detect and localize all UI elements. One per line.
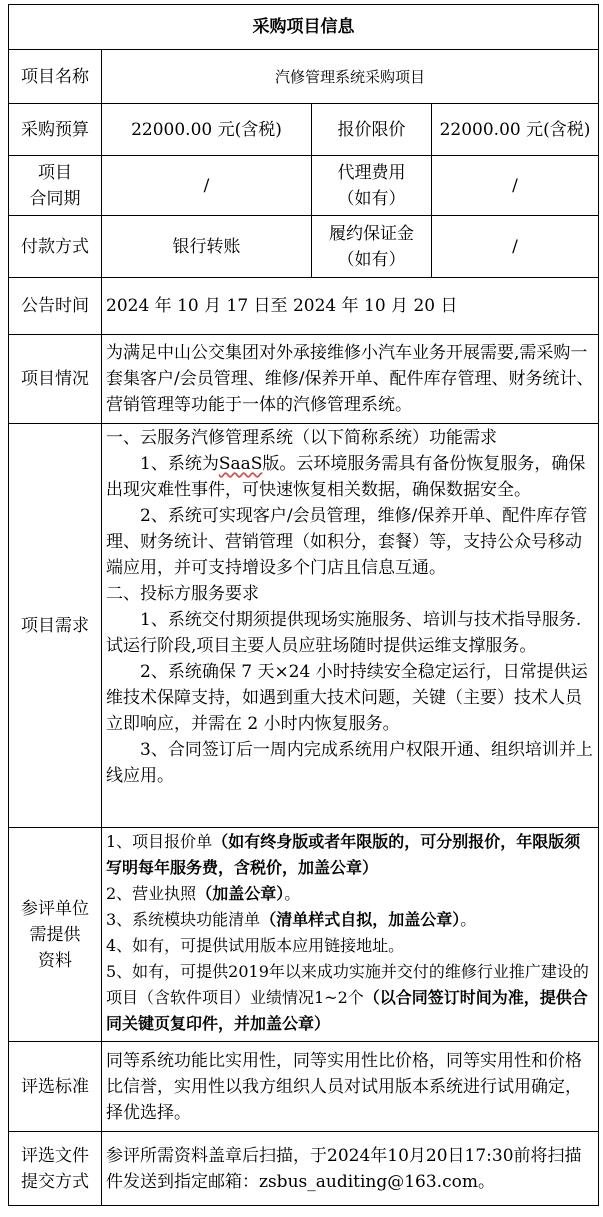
requirements-item-2: 2、系统可实现客户/会员管理，维修/保养开单、配件库存管理、财务统计、营销管理（如积分，套餐）等，支持公众号移动端应用，并可支持增设多个门店且信息互通。 — [106, 506, 588, 578]
requirements-item-5: 3、合同签订后一周内完成系统用户权限开通、组织培训并上线应用。 — [106, 740, 593, 786]
requirements-content — [102, 424, 599, 828]
materials-label — [9, 828, 102, 1042]
materials-item-5 — [106, 959, 594, 1037]
materials-item-3-a: 3、系统模块功能清单 — [106, 910, 261, 929]
requirements-item-1-a: 1、系统为 — [140, 454, 219, 474]
budget-value: 22000.00 元(含税) — [102, 104, 312, 156]
row-contract-period — [9, 156, 599, 216]
contract-period-label — [9, 156, 102, 216]
payment-value: 银行转账 — [102, 216, 312, 278]
requirements-item-1 — [106, 451, 594, 503]
deposit-label — [312, 216, 432, 278]
agency-fee-value: / — [432, 156, 599, 216]
materials-item-2 — [106, 881, 594, 907]
row-submission — [9, 1132, 599, 1206]
row-budget — [9, 104, 599, 156]
materials-item-1 — [106, 829, 594, 881]
row-announce — [9, 278, 599, 335]
submission-label-line1: 评选文件 — [21, 1145, 89, 1166]
deposit-label-line1: 履约保证金 — [329, 223, 414, 244]
contract-period-value: / — [102, 156, 312, 216]
materials-item-3-b: （清单样式自拟，加盖公章） — [260, 910, 461, 929]
row-criteria — [9, 1042, 599, 1132]
agency-fee-label-line1: 代理费用 — [337, 162, 406, 183]
materials-item-1-b: （如有终身版或者年限版的，可分别报价，年限版须写明每年服务费，含税价，加盖公章） — [106, 832, 581, 877]
materials-item-4: 4、如有，可提供试用版本应用链接地址。 — [106, 936, 405, 955]
title-row — [9, 5, 599, 50]
materials-item-1-a: 1、项目报价单 — [106, 832, 213, 851]
requirements-item-1-b: 版。云环境服务需具有备份恢复服务，确保出现灾难性事件，可快速恢复相关数据，确保数据安全。 — [106, 454, 586, 500]
submission-label-line2: 提交方式 — [21, 1171, 89, 1192]
payment-label: 付款方式 — [9, 216, 102, 278]
project-name-label: 项目名称 — [9, 50, 102, 104]
agency-fee-label-line2: （如有） — [337, 188, 406, 209]
materials-item-2-c: 。 — [284, 884, 301, 903]
requirements-heading-2: 二、投标方服务要求 — [106, 584, 259, 604]
materials-label-line2: 需提供 — [29, 924, 81, 945]
materials-label-line3: 资料 — [38, 950, 72, 971]
announce-value: 2024 年 10 月 17 日至 2024 年 10 月 20 日 — [102, 278, 599, 335]
row-project-name — [9, 50, 599, 104]
contract-period-label-line1: 项目 — [38, 162, 72, 183]
requirements-item-1-saas: SaaS — [218, 454, 263, 474]
criteria-label: 评选标准 — [9, 1042, 102, 1132]
materials-item-5-a: 5、如有，可提供2019年以来成功实施并交付的维修行业推广建设的项目（含软件项目）业绩情况1~2个 — [106, 962, 589, 1007]
requirements-heading-1: 一、云服务汽修管理系统（以下简称系统）功能需求 — [106, 428, 497, 448]
submission-value: 参评所需资料盖章后扫描，于2024年10月20日17:30前将扫描件发送到指定邮箱：zsbus_auditing@163.com。 — [102, 1132, 599, 1206]
price-limit-value: 22000.00 元(含税) — [432, 104, 599, 156]
situation-label: 项目情况 — [9, 335, 102, 424]
materials-item-3 — [106, 907, 594, 933]
materials-label-line1: 参评单位 — [21, 898, 89, 919]
contract-period-label-line2: 合同期 — [29, 188, 81, 209]
requirements-label: 项目需求 — [9, 424, 102, 828]
materials-item-5-b: （以合同签订时间为准，提供合同关键页复印件，并加盖公章） — [106, 988, 588, 1033]
announce-label: 公告时间 — [9, 278, 102, 335]
row-materials — [9, 828, 599, 1042]
materials-content — [102, 828, 599, 1042]
row-payment — [9, 216, 599, 278]
materials-item-3-c: 。 — [460, 910, 477, 929]
procurement-info-table — [8, 4, 599, 1206]
requirements-item-4: 2、系统确保 7 天×24 小时持续安全稳定运行，日常提供运维技术保障支持，如遇到重大技术问题，关键（主要）技术人员立即响应，并需在 2 小时内恢复服务。 — [106, 662, 588, 734]
criteria-value: 同等系统功能比实用性，同等实用性比价格，同等实用性和价格比信誉，实用性以我方组织人员对试用版本系统进行试用确定，择优选择。 — [102, 1042, 599, 1132]
row-requirements — [9, 424, 599, 828]
materials-item-2-b: （加盖公章） — [196, 884, 285, 903]
materials-item-2-a: 2、营业执照 — [106, 884, 197, 903]
row-situation — [9, 335, 599, 424]
requirements-item-3: 1、系统交付期须提供现场实施服务、培训与技术指导服务.试运行阶段,项目主要人员应驻场随时提供运维支撑服务。 — [106, 610, 582, 656]
price-limit-label: 报价限价 — [312, 104, 432, 156]
budget-label: 采购预算 — [9, 104, 102, 156]
project-name-value: 汽修管理系统采购项目 — [102, 50, 599, 104]
submission-label — [9, 1132, 102, 1206]
agency-fee-label — [312, 156, 432, 216]
deposit-value: / — [432, 216, 599, 278]
table-title: 采购项目信息 — [9, 5, 599, 50]
deposit-label-line2: （如有） — [337, 249, 406, 270]
situation-value: 为满足中山公交集团对外承接维修小汽车业务开展需要,需采购一套集客户/会员管理、维修/保养开单、配件库存管理、财务统计、营销管理等功能于一体的汽修管理系统。 — [102, 335, 599, 424]
